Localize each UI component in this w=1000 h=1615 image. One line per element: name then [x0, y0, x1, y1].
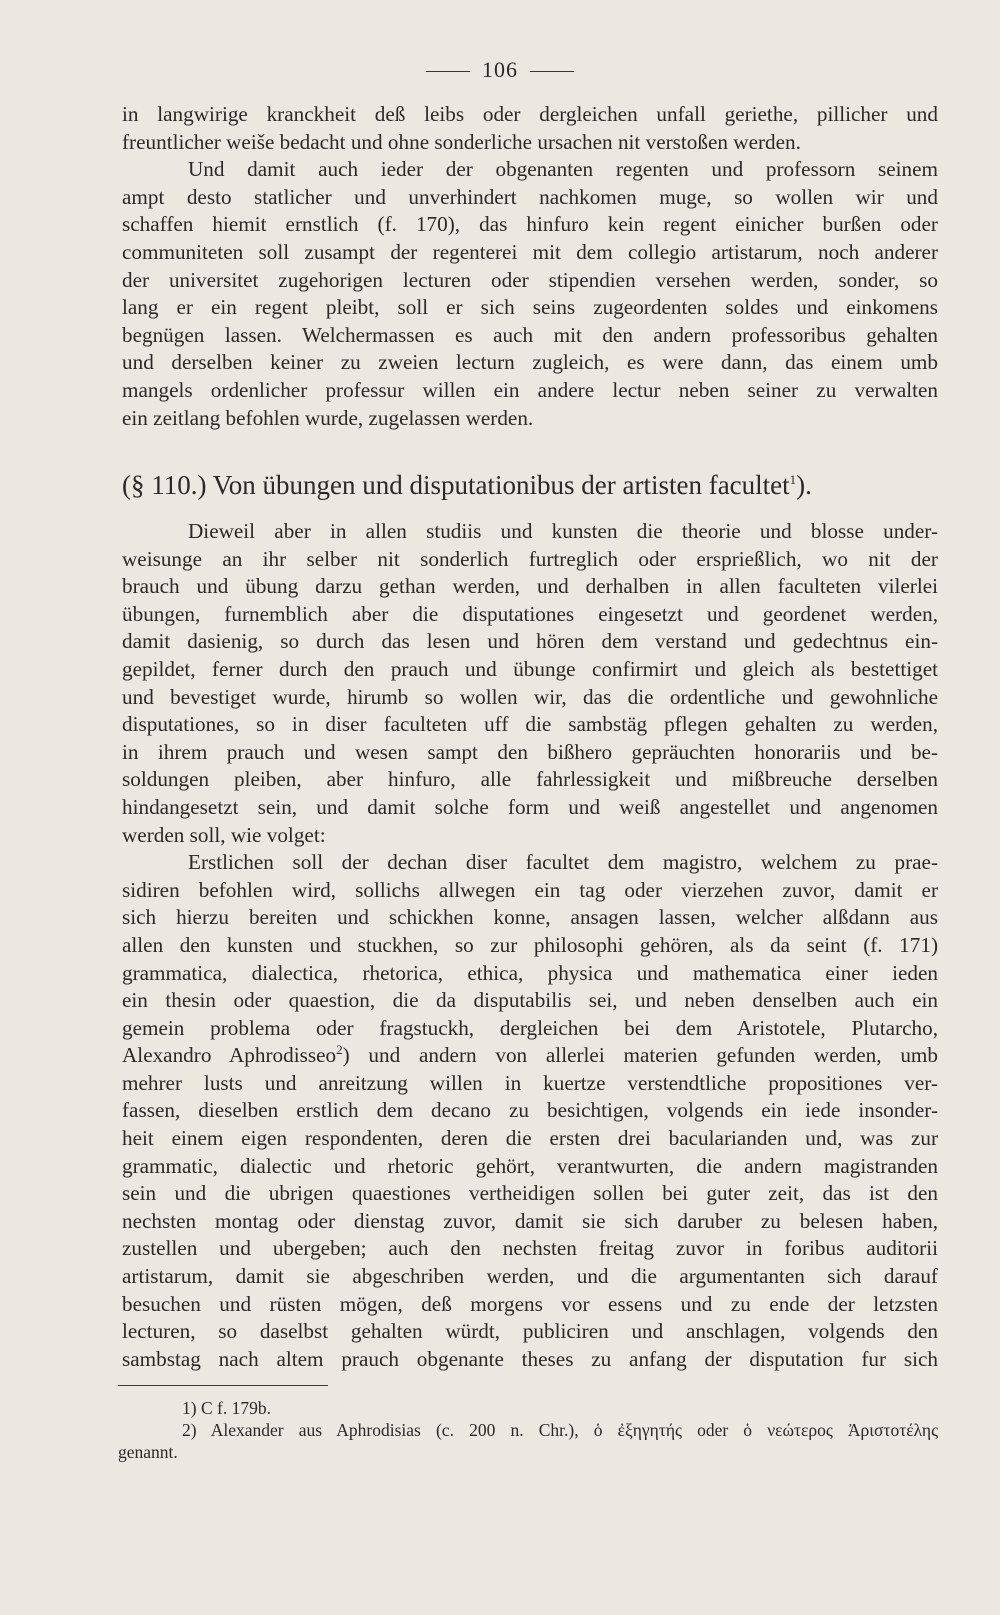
text-line: zustellen und ubergeben; auch den nechsten freitag zuvor in foribus auditorii: [122, 1236, 938, 1261]
text-line: in langwirige kranckheit deß leibs oder dergleichen unfall geriethe, pillicher und: [122, 102, 938, 126]
text-line: lang er ein regent pleibt, soll er sich seins zugeordenten soldes und einkomens: [122, 295, 938, 320]
text-line: sidiren befohlen wird, sollichs allwegen ein tag oder vierzehen zuvor, damit er: [122, 877, 938, 902]
text-line: brauch und übung darzu gethan werden, und derhalben in allen faculteten vilerlei: [122, 574, 938, 599]
text-line: Und damit auch ieder der obgenanten regenten und professorn seinem: [188, 157, 938, 182]
footnote-1: 1) C f. 179b.: [182, 1398, 271, 1418]
text-line: artistarum, damit sie abgeschriben werden, und die argumentanten sich darauf: [122, 1264, 938, 1289]
footnote-mark: 2: [336, 1042, 343, 1058]
text-line: weisunge an ihr selber nit sonderlich furtreglich oder ersprießlich, wo nit der: [122, 546, 938, 571]
text-line: und bevestiget wurde, hirumb so wollen wir, das die ordentliche und gewohnliche: [122, 684, 938, 709]
text-line: mangels ordenlicher professur willen ein andere lectur neben seiner zu verwalten: [122, 377, 938, 402]
footnote-2-continued: genannt.: [118, 1442, 178, 1462]
text-line: übungen, furnemblich aber die disputationes eingesetzt und geordenet werden,: [122, 601, 938, 626]
text-line: communiteten soll zusampt der regenterei mit dem collegio artistarum, noch anderer: [122, 239, 938, 264]
text-line: disputationes, so in diser faculteten uff die sambstäg pflegen gehalten zu werden,: [122, 712, 938, 737]
footnote-divider: [118, 1385, 328, 1386]
page-number: 106: [482, 57, 518, 82]
page-number-header: [0, 57, 1000, 83]
text-line: gepildet, ferner durch den prauch und übunge confirmirt und gleich als bestettiget: [122, 656, 938, 681]
text-line: grammatic, dialectic und rhetoric gehört, verantwurten, die andern magistranden: [122, 1153, 938, 1178]
section-heading-end: ).: [796, 470, 812, 500]
text-line: schaffen hiemit ernstlich (f. 170), das hinfuro kein regent einicher burßen oder: [122, 212, 938, 237]
text-line: Erstlichen soll der dechan diser facultet dem magistro, welchem zu prae-: [188, 850, 938, 875]
section-heading-text: (§ 110.) Von übungen und disputationibus der artisten facultet: [122, 470, 790, 500]
text-line: sein und die ubrigen quaestiones vertheidigen sollen bei guter zeit, das ist den: [122, 1181, 938, 1206]
footnote-mark: 1: [789, 472, 797, 487]
text-line: freuntlicher weiše bedacht und ohne sonderliche ursachen nit verstoßen werden.: [122, 129, 801, 154]
text-line: grammatica, dialectica, rhetorica, ethica, physica und mathematica einer ieden: [122, 960, 938, 985]
text-line: ein thesin oder quaestion, die da disputabilis sei, und neben denselben auch ein: [122, 988, 938, 1013]
text-line: mehrer lusts und anreitzung willen in kuertze verstendtliche propositiones ver-: [122, 1070, 938, 1095]
header-dash-left: [426, 71, 470, 72]
text-line: nechsten montag oder dienstag zuvor, damit sie sich daruber zu belesen haben,: [122, 1208, 938, 1233]
text-line: der universitet zugehorigen lecturen oder stipendien versehen werden, sonder, so: [122, 267, 938, 292]
text-line: hindangesetzt sein, und damit solche form und weiß angestellet und angenomen: [122, 794, 938, 819]
text-fragment: Alexandro Aphrodisseo: [122, 1043, 337, 1068]
footnote-2: 2) Alexander aus Aphrodisias (c. 200 n. Chr.), ὁ ἐξηγητής oder ὁ νεώτερος Ἀριστοτέλης: [182, 1420, 938, 1440]
text-line: besuchen und rüsten mögen, deß morgens vor essens und zu ende der letzsten: [122, 1291, 938, 1316]
text-line: werden soll, wie volget:: [122, 822, 326, 847]
text-line: begnügen lassen. Welchermassen es auch mit den andern professoribus gehalten: [122, 322, 938, 347]
text-line: damit dasienig, so durch das lesen und hören dem verstand und gedechtnus ein-: [122, 629, 938, 654]
section-body: [122, 518, 938, 1373]
text-line: in ihrem prauch und wesen sampt den bißhero gepräuchten honorariis und be-: [122, 739, 938, 764]
text-line: sambstag nach altem prauch obgenante theses zu anfang der disputation fur sich: [122, 1346, 938, 1371]
header-dash-right: [530, 71, 574, 72]
text-line: lecturen, so daselbst gehalten würdt, publiciren und anschlagen, volgends den: [122, 1319, 938, 1344]
text-line: und derselben keiner zu zweien lecturn zugleich, es were dann, das einem umb: [122, 350, 938, 375]
text-line: ein zeitlang befohlen wurde, zugelassen werden.: [122, 405, 534, 430]
text-line: heit einem eigen respondenten, deren die ersten drei bacularianden und, was zur: [122, 1126, 938, 1151]
text-line: gemein problema oder fragstuckh, dergleichen bei dem Aristotele, Plutarcho,: [122, 1015, 938, 1040]
continued-paragraph: [122, 101, 938, 432]
text-line: sich hierzu bereiten und schickhen konne, ansagen lassen, welcher alßdann aus: [122, 905, 938, 930]
text-fragment: ) und andern von allerlei materien gefunden werden, umb: [342, 1043, 938, 1068]
footnotes: [118, 1397, 938, 1463]
text-line: fassen, dieselben erstlich dem decano zu besichtigen, volgends ein iede insonder-: [122, 1098, 938, 1123]
text-line: Dieweil aber in allen studiis und kunsten die theorie und blosse under-: [188, 519, 938, 543]
text-line: allen den kunsten und stuckhen, so zur philosophi gehören, als da seint (f. 171): [122, 932, 938, 957]
section-heading: [122, 470, 938, 501]
text-line: soldungen pleiben, aber hinfuro, alle fahrlessigkeit und mißbreuche derselben: [122, 767, 938, 792]
text-line-with-footnote: [122, 1042, 938, 1070]
text-line: ampt desto statlicher und unverhindert nachkomen muge, so wollen wir und: [122, 184, 938, 209]
